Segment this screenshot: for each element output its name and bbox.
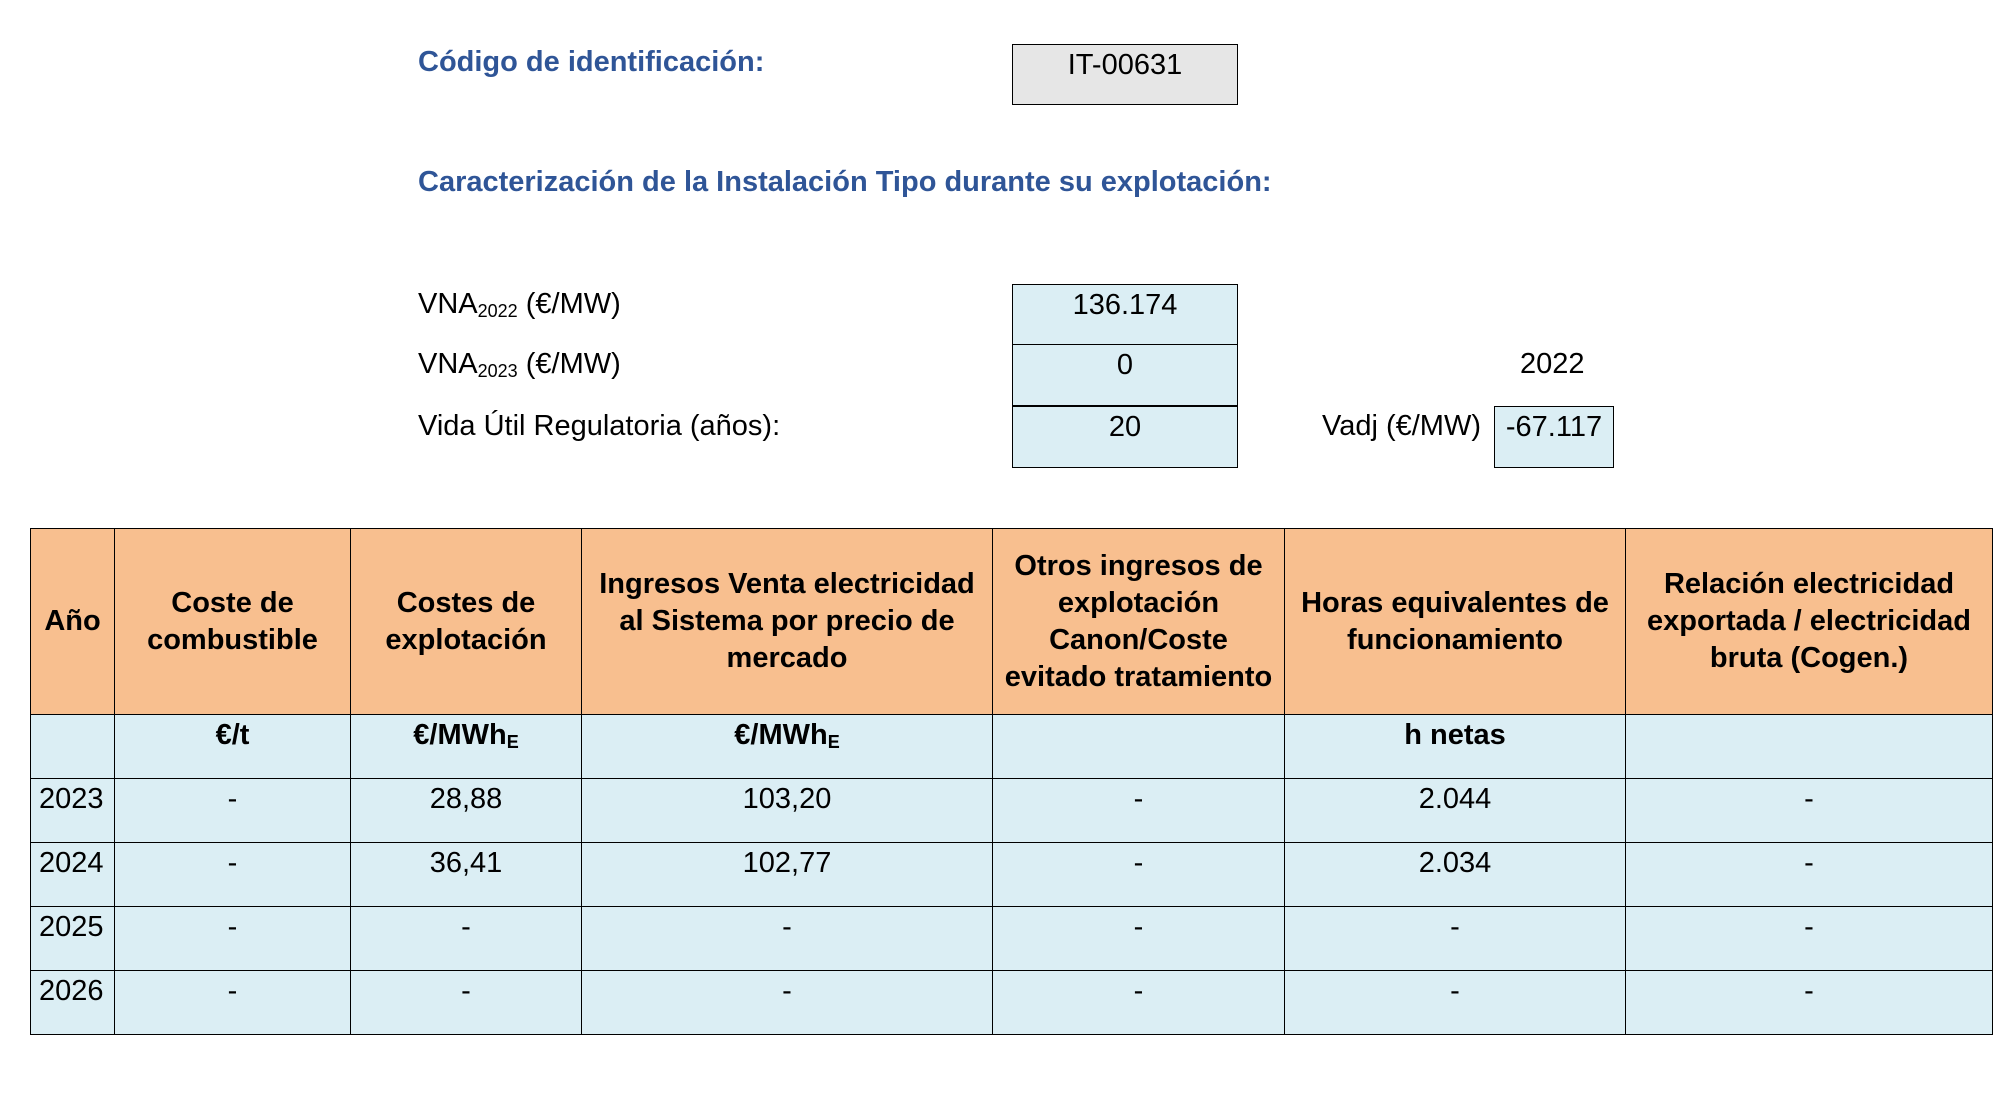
year-cell: 2023: [31, 779, 115, 843]
table-cell: -: [1626, 907, 1993, 971]
unit-cell: h netas: [1285, 715, 1626, 779]
table-cell: 103,20: [582, 779, 993, 843]
year-cell: 2024: [31, 843, 115, 907]
vida-util-value: 20: [1012, 406, 1238, 468]
vida-util-label: Vida Útil Regulatoria (años):: [418, 410, 781, 442]
section-title: Caracterización de la Instalación Tipo durante su explotación:: [418, 166, 1272, 198]
units-row: [31, 715, 1993, 779]
table-cell: -: [115, 843, 351, 907]
header-market-income: Ingresos Venta electricidad al Sistema por precio de mercado: [582, 529, 993, 715]
table-cell: -: [1626, 971, 1993, 1035]
table-cell: -: [351, 907, 582, 971]
table-cell: -: [993, 971, 1285, 1035]
table-cell: -: [115, 779, 351, 843]
exploitation-table: [30, 528, 1993, 1035]
vna-2023-label-sub: 2023: [477, 361, 518, 381]
vna-2022-label-sub: 2022: [477, 301, 518, 321]
table-cell: 28,88: [351, 779, 582, 843]
table-cell: -: [582, 907, 993, 971]
vna-2022-value: 136.174: [1012, 284, 1238, 345]
unit-cell: [1626, 715, 1993, 779]
table-cell: 36,41: [351, 843, 582, 907]
table-cell: -: [1626, 779, 1993, 843]
table-cell: -: [1285, 907, 1626, 971]
header-fuel-cost: Coste de combustible: [115, 529, 351, 715]
unit-cell: €/MWhE: [351, 715, 582, 779]
header-operating-costs: Costes de explotación: [351, 529, 582, 715]
table-header-row: [31, 529, 1993, 715]
table-cell: -: [582, 971, 993, 1035]
header-year: Año: [31, 529, 115, 715]
vna-2023-value: 0: [1012, 344, 1238, 406]
table-cell: -: [115, 907, 351, 971]
vna-2022-label-main: VNA: [418, 288, 478, 320]
table-cell: -: [993, 907, 1285, 971]
header-electricity-ratio: Relación electricidad exportada / electricidad bruta (Cogen.): [1626, 529, 1993, 715]
table-row: [31, 971, 1993, 1035]
table-cell: -: [115, 971, 351, 1035]
table-cell: -: [993, 779, 1285, 843]
reference-year: 2022: [1520, 348, 1585, 380]
vna-2023-label: [418, 348, 621, 382]
header-equivalent-hours: Horas equivalentes de funcionamiento: [1285, 529, 1626, 715]
unit-cell: €/t: [115, 715, 351, 779]
vna-2023-label-unit: (€/MW): [517, 348, 621, 380]
table-cell: -: [1626, 843, 1993, 907]
table-row: [31, 843, 1993, 907]
table-cell: -: [1285, 971, 1626, 1035]
vadj-value: -67.117: [1494, 406, 1614, 468]
table-cell: -: [993, 843, 1285, 907]
unit-cell: €/MWhE: [582, 715, 993, 779]
unit-cell: [31, 715, 115, 779]
vna-2023-label-main: VNA: [418, 348, 478, 380]
vna-2022-label: [418, 288, 621, 322]
table-row: [31, 907, 1993, 971]
table-cell: 2.044: [1285, 779, 1626, 843]
table-row: [31, 779, 1993, 843]
unit-cell: [993, 715, 1285, 779]
year-cell: 2025: [31, 907, 115, 971]
identification-code-label: Código de identificación:: [418, 46, 765, 78]
year-cell: 2026: [31, 971, 115, 1035]
table-cell: 102,77: [582, 843, 993, 907]
vadj-label: Vadj (€/MW): [1322, 410, 1481, 442]
table-cell: 2.034: [1285, 843, 1626, 907]
header-other-income: Otros ingresos de explotación Canon/Coste evitado tratamiento: [993, 529, 1285, 715]
vna-2022-label-unit: (€/MW): [517, 288, 621, 320]
table-cell: -: [351, 971, 582, 1035]
identification-code-value: IT-00631: [1012, 44, 1238, 105]
